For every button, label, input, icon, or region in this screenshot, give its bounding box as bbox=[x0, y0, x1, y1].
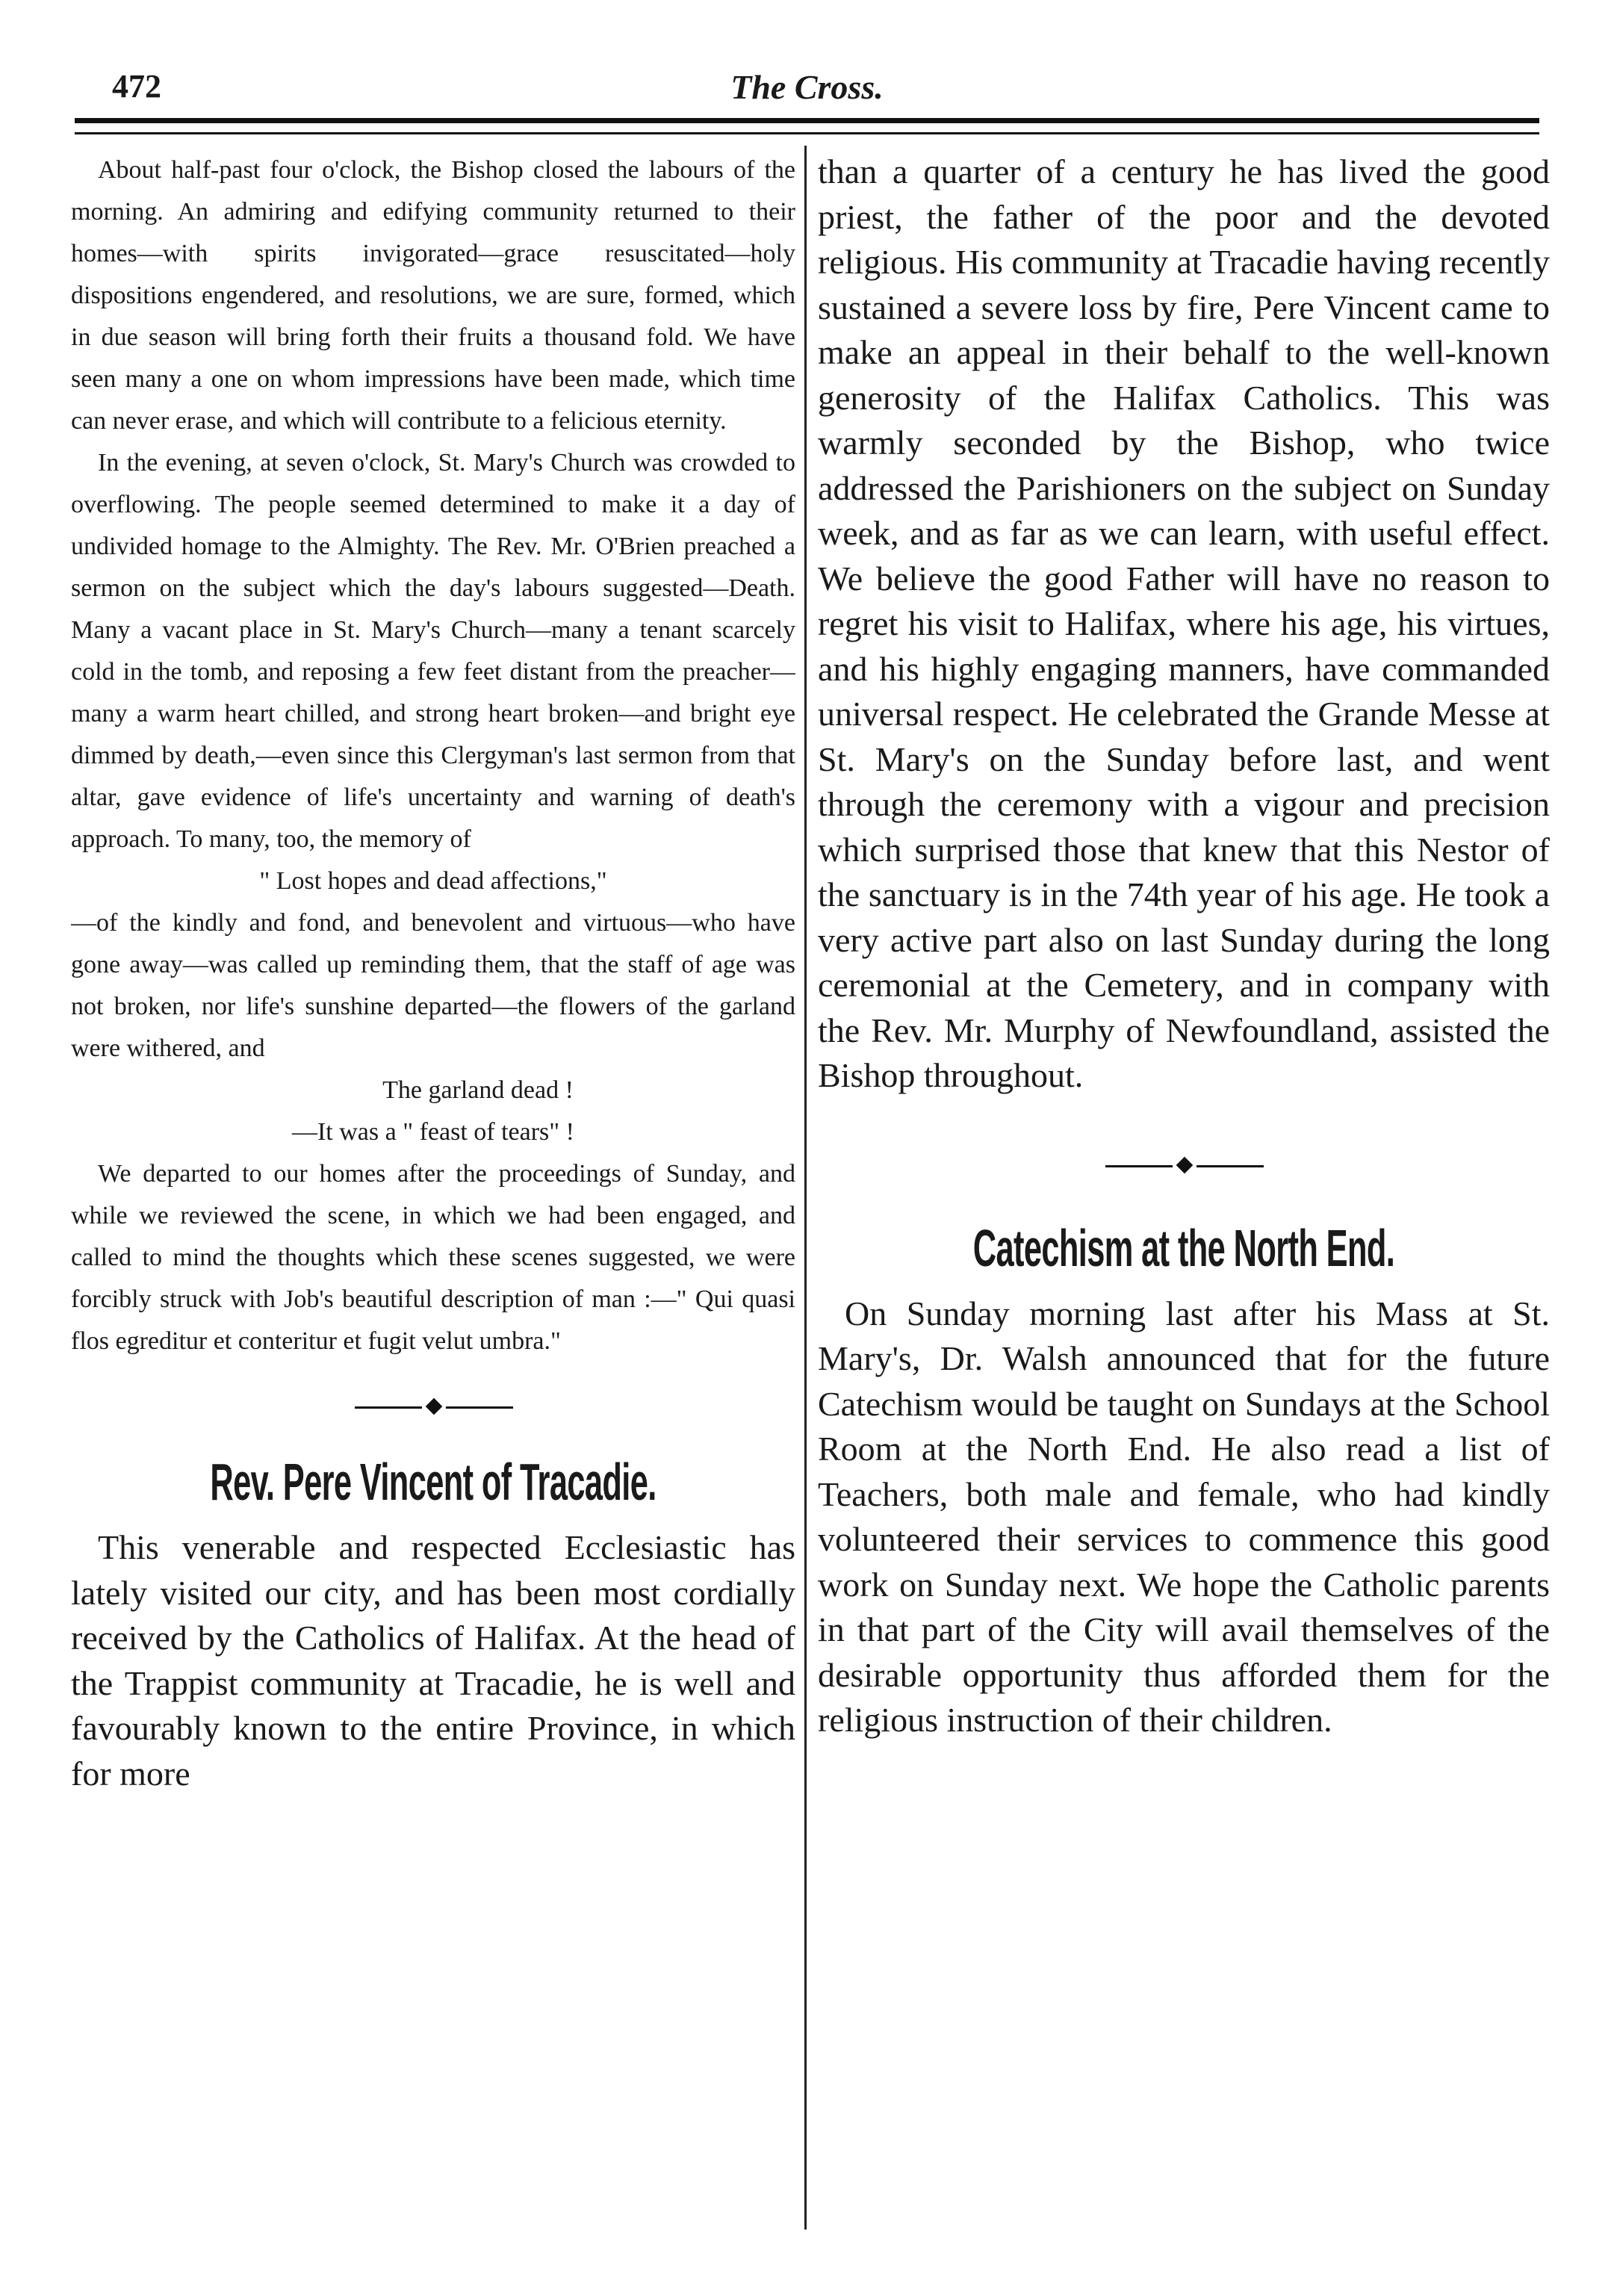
section-ornament bbox=[71, 1385, 795, 1430]
paragraph-pere-vincent-continued: than a quarter of a century he has lived the good priest, the father of the poor and the devoted religious. His community at Tracadie having recently sustained a severe loss by fire, Pere Vincent came to make an appeal in their behalf to the well-known generosity of the Halifax Catholics. This was warmly seconded by the Bishop, who twice addressed the Parishioners on the subject on Sunday week, and as far as we can learn, with useful effect. We believe the good Father will have no reason to regret his visit to Halifax, where his age, his virtues, and his highly engaging manners, have commanded universal respect. He celebrated the Grande Messe at St. Mary's on the Sunday before last, and went through the ceremony with a vigour and precision which surprised those that knew that this Nestor of the sanctuary is in the 74th year of his age. He took a very active part also on last Sunday during the long ceremonial at the Cemetery, and in company with the Rev. Mr. Murphy of Newfoundland, assisted the Bishop throughout. bbox=[818, 152, 1550, 1094]
running-title: The Cross. bbox=[730, 68, 884, 106]
column-divider bbox=[804, 146, 807, 2230]
diamond-ornament-icon bbox=[1176, 1156, 1194, 1173]
page-number: 472 bbox=[112, 68, 161, 105]
right-column bbox=[818, 149, 1550, 2241]
left-column bbox=[71, 149, 795, 2241]
paragraph-evening-sermon: In the evening, at seven o'clock, St. Mary's Church was crowded to overflowing. The people seemed determined to make it a day of undivided homage to the Almighty. The Rev. Mr. O'Brien preached a sermon on the subject which the day's labours suggested—Death. Many a vacant place in St. Mary's Church—many a tenant scarcely cold in the tomb, and reposing a few feet distant from the preacher—many a warm heart chilled, and strong heart broken—and bright eye dimmed by death,—even since this Clergyman's last sermon from that altar, gave evidence of life's uncertainty and warning of death's approach. To many, too, the memory of bbox=[71, 449, 795, 853]
quote-garland-dead: The garland dead ! bbox=[382, 1076, 574, 1104]
article-title-pere-vincent: Rev. Pere Vincent of Tracadie. bbox=[210, 1453, 657, 1511]
quote-feast-of-tears: —It was a " feast of tears" ! bbox=[291, 1118, 574, 1146]
section-ornament bbox=[818, 1144, 1550, 1188]
paragraph-kindly-and-fond: —of the kindly and fond, and benevolent and virtuous—who have gone away—was called up reminding them, that the staff of age was not broken, nor life's sunshine departed—the flowers of the garland were withered, and bbox=[71, 909, 795, 1062]
paragraph-pere-vincent-intro: This venerable and respected Ecclesiastic has lately visited our city, and has been most cordially received by the Catholics of Halifax. At the head of the Trappist community at Tracadie, he is well and favourably known to the entire Province, in which for more bbox=[71, 1528, 795, 1793]
article-title-catechism: Catechism at the North End. bbox=[972, 1218, 1395, 1277]
paragraph-catechism: On Sunday morning last after his Mass at St. Mary's, Dr. Walsh announced that for the future Catechism would be taught on Sundays at the School Room at the North End. He also read a list of Teachers, both male and female, who had kindly volunteered their services to commence this good work on Sunday next. We hope the Catholic parents in that part of the City will avail themselves of the desirable opportunity thus afforded them for the religious instruction of their children. bbox=[818, 1294, 1550, 1739]
paragraph-bishop-closed: About half-past four o'clock, the Bishop closed the labours of the morning. An admiring and edifying community returned to their homes—with spirits invigorated—grace resuscitated—holy dispositions engendered, and resolutions, we are sure, formed, which in due season will bring forth their fruits a thousand fold. We have seen many a one on whom impressions have been made, which time can never erase, and which will contribute to a felicious eternity. bbox=[71, 156, 795, 435]
paragraph-departed-homes: We departed to our homes after the proceedings of Sunday, and while we reviewed the scene, in which we had been engaged, and called to mind the thoughts which these scenes suggested, we were forcibly struck with Job's beautiful description of man :—" Qui quasi flos egreditur et conteritur et fugit velut umbra." bbox=[71, 1160, 795, 1355]
diamond-ornament-icon bbox=[426, 1398, 443, 1415]
quote-lost-hopes: " Lost hopes and dead affections," bbox=[259, 867, 607, 895]
header-rule bbox=[75, 118, 1539, 134]
running-head bbox=[67, 67, 1547, 120]
